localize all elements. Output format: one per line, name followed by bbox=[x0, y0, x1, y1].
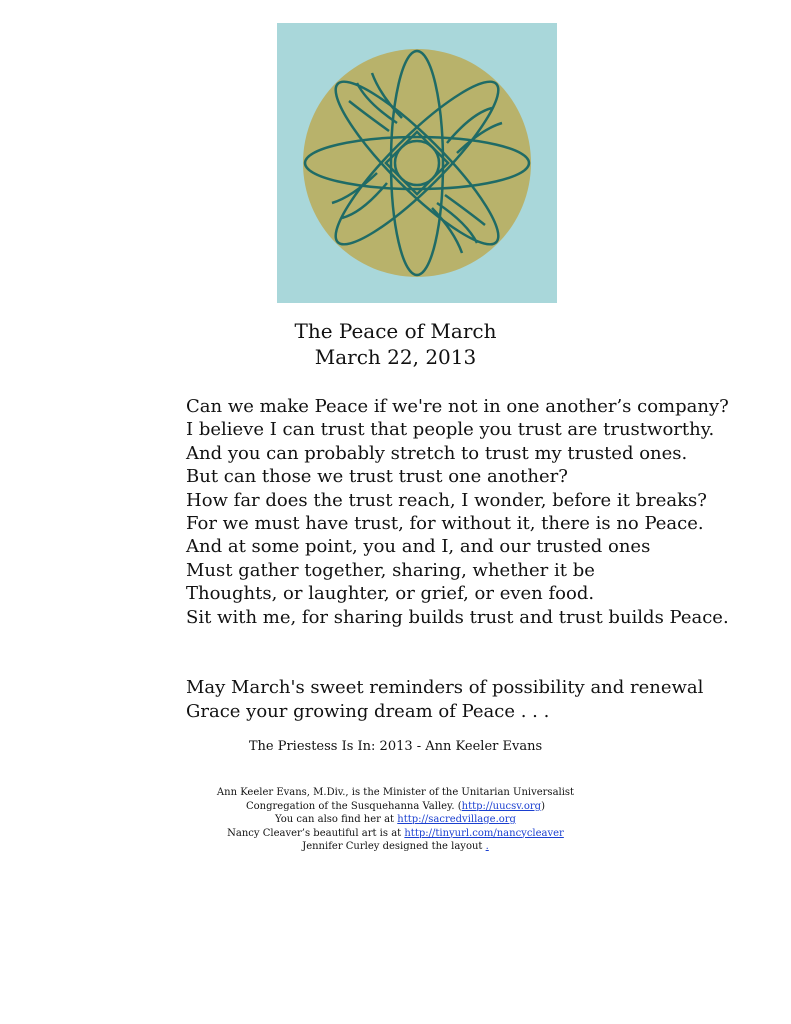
credits-line bbox=[0, 800, 791, 814]
poem-line: And you can probably stretch to trust my trusted ones. bbox=[186, 442, 688, 464]
credits-text: You can also find her at bbox=[275, 814, 398, 825]
page-title: The Peace of March bbox=[294, 319, 497, 343]
poem-line: But can those we trust trust one another? bbox=[186, 466, 568, 488]
closing-line: May March's sweet reminders of possibility and renewal bbox=[186, 677, 704, 698]
poem-line: Thoughts, or laughter, or grief, or even food. bbox=[186, 583, 595, 605]
poem-line: Must gather together, sharing, whether it be bbox=[186, 559, 595, 581]
credits bbox=[0, 786, 791, 854]
sacredvillage-link[interactable]: http://sacredvillage.org bbox=[397, 814, 516, 825]
poem-line: Sit with me, for sharing builds trust and trust builds Peace. bbox=[186, 606, 729, 628]
credits-text: Congregation of the Susquehanna Valley. ( bbox=[245, 800, 462, 812]
page-date: March 22, 2013 bbox=[314, 345, 477, 369]
title-block bbox=[0, 318, 791, 370]
poem-line: Can we make Peace if we're not in one another’s company? bbox=[186, 396, 729, 417]
uucsv-link[interactable]: http://uucsv.org bbox=[461, 800, 542, 812]
layout-link[interactable]: . bbox=[485, 841, 489, 852]
poem-line: And at some point, you and I, and our trusted ones bbox=[186, 536, 651, 558]
credits-line: Ann Keeler Evans, M.Div., is the Minister of the Unitarian Universalist bbox=[216, 787, 575, 798]
peace-artwork bbox=[277, 23, 557, 303]
closing-stanza bbox=[186, 676, 703, 724]
credits-text: Jennifer Curley designed the layout bbox=[302, 841, 486, 852]
poem-line: I believe I can trust that people you trust are trustworthy. bbox=[186, 419, 715, 441]
credits-text: Nancy Cleaver’s beautiful art is at bbox=[227, 827, 405, 839]
signature: The Priestess Is In: 2013 - Ann Keeler Evans bbox=[248, 739, 543, 754]
poem-line: How far does the trust reach, I wonder, before it breaks? bbox=[186, 489, 707, 511]
credits-line bbox=[0, 827, 791, 841]
nancycleaver-link[interactable]: http://tinyurl.com/nancycleaver bbox=[404, 827, 564, 839]
credits-text: ) bbox=[541, 800, 545, 812]
celtic-knot-image bbox=[277, 23, 557, 303]
credits-line bbox=[0, 813, 791, 827]
poem-line: For we must have trust, for without it, there is no Peace. bbox=[186, 513, 704, 535]
credits-line bbox=[0, 840, 791, 854]
closing-line: Grace your growing dream of Peace . . . bbox=[186, 701, 550, 722]
poem bbox=[186, 395, 729, 629]
